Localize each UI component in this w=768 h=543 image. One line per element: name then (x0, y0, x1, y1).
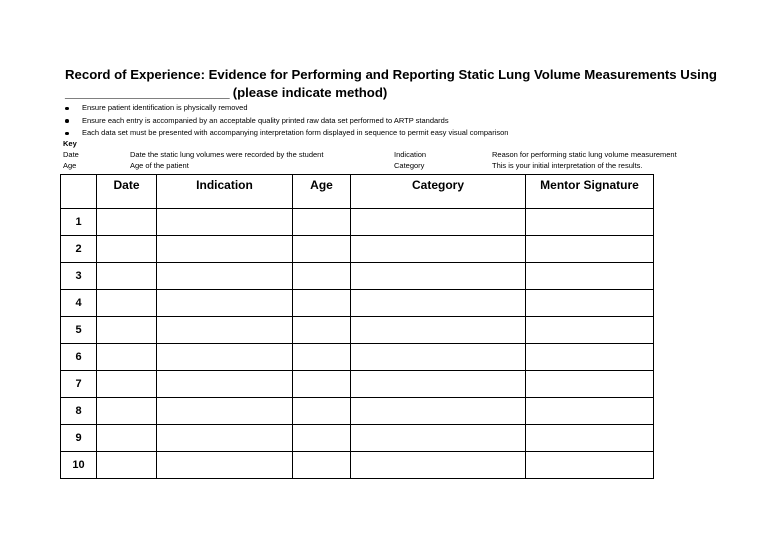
row-number: 4 (61, 290, 97, 317)
date-cell[interactable] (97, 236, 157, 263)
age-cell[interactable] (293, 344, 351, 371)
instruction-item: Each data set must be presented with accompanying interpretation form displayed in sequence to permit easy visual comparison (63, 127, 508, 140)
date-cell[interactable] (97, 425, 157, 452)
key-term: Indication (394, 150, 427, 159)
indication-cell[interactable] (157, 317, 293, 344)
row-number: 7 (61, 371, 97, 398)
row-number: 3 (61, 263, 97, 290)
indication-cell[interactable] (157, 452, 293, 479)
row-number: 8 (61, 398, 97, 425)
age-cell[interactable] (293, 290, 351, 317)
key-term: Category (394, 161, 425, 170)
experience-log-table (60, 174, 654, 479)
indication-cell[interactable] (157, 371, 293, 398)
category-cell[interactable] (351, 452, 526, 479)
key-description: Age of the patient (130, 161, 189, 170)
table-row (61, 236, 654, 263)
category-cell[interactable] (351, 317, 526, 344)
key-description: Reason for performing static lung volume measurement (492, 150, 677, 159)
row-number: 5 (61, 317, 97, 344)
age-cell[interactable] (293, 209, 351, 236)
mentor-signature-cell[interactable] (526, 452, 654, 479)
table-row (61, 425, 654, 452)
indication-cell[interactable] (157, 236, 293, 263)
key-description: Date the static lung volumes were recorded by the student (130, 150, 324, 159)
bullet-icon (65, 132, 69, 136)
bullet-icon (65, 107, 69, 111)
age-cell[interactable] (293, 425, 351, 452)
date-cell[interactable] (97, 209, 157, 236)
row-number: 9 (61, 425, 97, 452)
instruction-list (63, 102, 508, 140)
key-term: Age (63, 161, 77, 170)
date-cell[interactable] (97, 371, 157, 398)
instruction-item: Ensure each entry is accompanied by an acceptable quality printed raw data set performed to ARTP standards (63, 115, 508, 128)
category-header: Category (351, 175, 526, 209)
table-header-row (61, 175, 654, 209)
age-cell[interactable] (293, 236, 351, 263)
category-cell[interactable] (351, 236, 526, 263)
date-cell[interactable] (97, 344, 157, 371)
age-cell[interactable] (293, 263, 351, 290)
indication-cell[interactable] (157, 209, 293, 236)
category-cell[interactable] (351, 371, 526, 398)
indication-cell[interactable] (157, 425, 293, 452)
table-row (61, 209, 654, 236)
title-line-1: Record of Experience: Evidence for Performing and Reporting Static Lung Volume Measurements Using (65, 67, 717, 82)
category-cell[interactable] (351, 425, 526, 452)
date-cell[interactable] (97, 317, 157, 344)
date-cell[interactable] (97, 290, 157, 317)
row-number-header (61, 175, 97, 209)
table-row (61, 317, 654, 344)
mentor-signature-cell[interactable] (526, 290, 654, 317)
document-title (65, 66, 725, 102)
age-cell[interactable] (293, 371, 351, 398)
mentor-signature-cell[interactable] (526, 344, 654, 371)
title-line-2: (please indicate method) (229, 85, 388, 100)
table-row (61, 290, 654, 317)
indication-cell[interactable] (157, 290, 293, 317)
key-row (63, 149, 743, 160)
mentor-signature-cell[interactable] (526, 425, 654, 452)
mentor-signature-cell[interactable] (526, 209, 654, 236)
mentor-signature-cell[interactable] (526, 317, 654, 344)
row-number: 1 (61, 209, 97, 236)
indication-header: Indication (157, 175, 293, 209)
table-body (61, 209, 654, 479)
mentor-signature-cell[interactable] (526, 371, 654, 398)
category-cell[interactable] (351, 263, 526, 290)
category-cell[interactable] (351, 398, 526, 425)
date-cell[interactable] (97, 452, 157, 479)
row-number: 10 (61, 452, 97, 479)
row-number: 2 (61, 236, 97, 263)
indication-cell[interactable] (157, 263, 293, 290)
indication-cell[interactable] (157, 344, 293, 371)
table-row (61, 371, 654, 398)
indication-cell[interactable] (157, 398, 293, 425)
table-row (61, 263, 654, 290)
age-cell[interactable] (293, 398, 351, 425)
instruction-item: Ensure patient identification is physically removed (63, 102, 508, 115)
age-cell[interactable] (293, 452, 351, 479)
date-cell[interactable] (97, 398, 157, 425)
mentor-signature-header: Mentor Signature (526, 175, 654, 209)
category-cell[interactable] (351, 209, 526, 236)
row-number: 6 (61, 344, 97, 371)
age-cell[interactable] (293, 317, 351, 344)
method-blank-line: ________________________ (65, 85, 230, 100)
date-header: Date (97, 175, 157, 209)
key-description: This is your initial interpretation of the results. (492, 161, 643, 170)
age-header: Age (293, 175, 351, 209)
mentor-signature-cell[interactable] (526, 398, 654, 425)
table-row (61, 398, 654, 425)
date-cell[interactable] (97, 263, 157, 290)
key-term: Date (63, 150, 79, 159)
mentor-signature-cell[interactable] (526, 263, 654, 290)
category-cell[interactable] (351, 290, 526, 317)
key-heading: Key (63, 139, 77, 148)
mentor-signature-cell[interactable] (526, 236, 654, 263)
table-row (61, 452, 654, 479)
table-row (61, 344, 654, 371)
bullet-icon (65, 119, 69, 123)
category-cell[interactable] (351, 344, 526, 371)
key-row (63, 160, 743, 171)
